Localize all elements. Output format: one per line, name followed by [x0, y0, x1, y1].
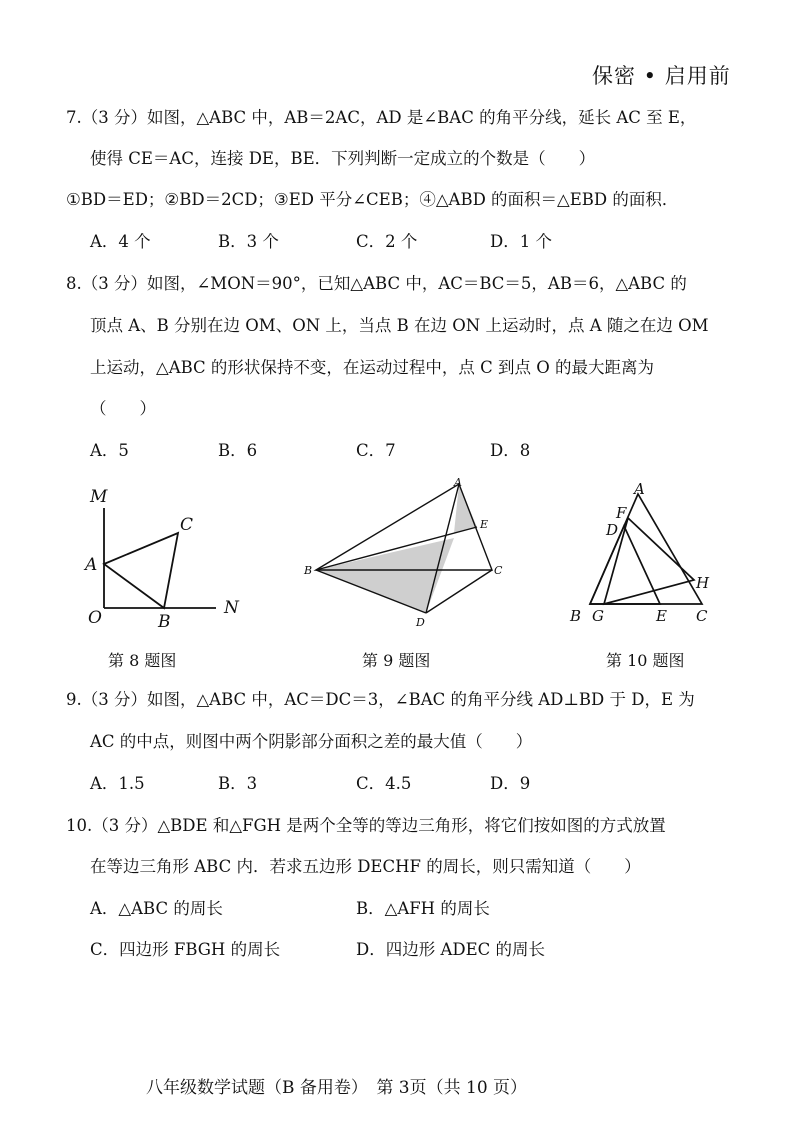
figure-8-caption: 第 8 题图 — [108, 651, 177, 670]
fig10-label-a: A — [634, 480, 645, 498]
q9-line-1: 9.（3 分）如图，△ABC 中，AC＝DC＝3，∠BAC 的角平分线 AD⊥BD 于 D，E 为 — [66, 690, 695, 709]
figure-9-caption: 第 9 题图 — [362, 651, 431, 670]
q7-option-a: A．4 个 — [90, 232, 151, 251]
fig10-label-g: G — [592, 607, 604, 625]
fig10-label-e: E — [656, 607, 667, 625]
fig10-label-c: C — [696, 607, 708, 625]
q7-option-d: D．1 个 — [490, 232, 552, 251]
fig8-label-c: C — [180, 515, 194, 535]
fig10-label-h: H — [696, 574, 710, 592]
fig8-label-m: M — [90, 487, 108, 507]
fig9-label-c: C — [494, 564, 503, 577]
fig10-triangle-abc — [590, 494, 702, 604]
q8-option-a: A．5 — [90, 441, 129, 460]
fig10-label-d: D — [606, 521, 619, 539]
q8-line-4: （ ） — [90, 399, 156, 418]
fig10-label-b: B — [570, 607, 582, 625]
q8-line-2: 顶点 A、B 分别在边 OM、ON 上，当点 B 在边 ON 上运动时，点 A 随之在边 OM — [90, 316, 709, 335]
q7-line-3: ①BD＝ED；②BD＝2CD；③ED 平分∠CEB；④△ABD 的面积＝△EBD 的面积． — [66, 190, 679, 209]
q7-option-b: B．3 个 — [218, 232, 279, 251]
q10-option-b: B．△AFH 的周长 — [356, 899, 490, 918]
confidential-stamp: 保密 • 启用前 — [592, 64, 731, 88]
fig8-label-o: O — [88, 608, 102, 628]
q10-line-1: 10.（3 分）△BDE 和△FGH 是两个全等的等边三角形，将它们按如图的方式放置 — [66, 816, 666, 835]
fig8-label-a: A — [85, 555, 98, 575]
fig9-label-b: B — [304, 564, 313, 577]
q9-option-c: C．4.5 — [356, 774, 412, 793]
q8-line-1: 8.（3 分）如图，∠MON＝90°，已知△ABC 中，AC＝BC＝5，AB＝6，△ABC 的 — [66, 274, 687, 293]
q9-line-2: AC 的中点，则图中两个阴影部分面积之差的最大值（ ） — [90, 732, 533, 751]
figure-10 — [562, 478, 722, 630]
q7-line-2: 使得 CE＝AC，连接 DE，BE．下列判断一定成立的个数是（ ） — [90, 149, 596, 168]
fig9-label-d: D — [416, 616, 425, 629]
q9-option-d: D．9 — [490, 774, 531, 793]
fig8-triangle-abc — [104, 533, 178, 608]
fig8-label-n: N — [224, 598, 239, 618]
q9-option-b: B．3 — [218, 774, 258, 793]
q10-option-d: D．四边形 ADEC 的周长 — [356, 940, 546, 959]
figure-8 — [78, 480, 248, 630]
figure-10-caption: 第 10 题图 — [606, 651, 685, 670]
q8-line-3: 上运动，△ABC 的形状保持不变，在运动过程中，点 C 到点 O 的最大距离为 — [90, 358, 655, 377]
fig9-label-a: A — [454, 476, 462, 489]
q8-option-b: B．6 — [218, 441, 258, 460]
figure-9 — [296, 472, 526, 634]
fig10-label-f: F — [616, 504, 627, 522]
fig8-label-b: B — [158, 612, 171, 630]
q7-line-1: 7.（3 分）如图，△ABC 中，AB＝2AC，AD 是∠BAC 的角平分线，延长 AC 至 E， — [66, 108, 697, 127]
fig9-label-e: E — [480, 518, 489, 531]
page-footer: 八年级数学试题（B 备用卷） 第 3页（共 10 页） — [146, 1078, 528, 1098]
q10-line-2: 在等边三角形 ABC 内．若求五边形 DECHF 的周长，则只需知道（ ） — [90, 857, 641, 876]
q7-option-c: C．2 个 — [356, 232, 418, 251]
q10-option-c: C．四边形 FBGH 的周长 — [90, 940, 281, 959]
q9-option-a: A．1.5 — [90, 774, 145, 793]
q8-option-c: C．7 — [356, 441, 396, 460]
q8-option-d: D．8 — [490, 441, 531, 460]
q10-option-a: A．△ABC 的周长 — [90, 899, 223, 918]
fig9-shaded-region-1 — [316, 538, 454, 613]
